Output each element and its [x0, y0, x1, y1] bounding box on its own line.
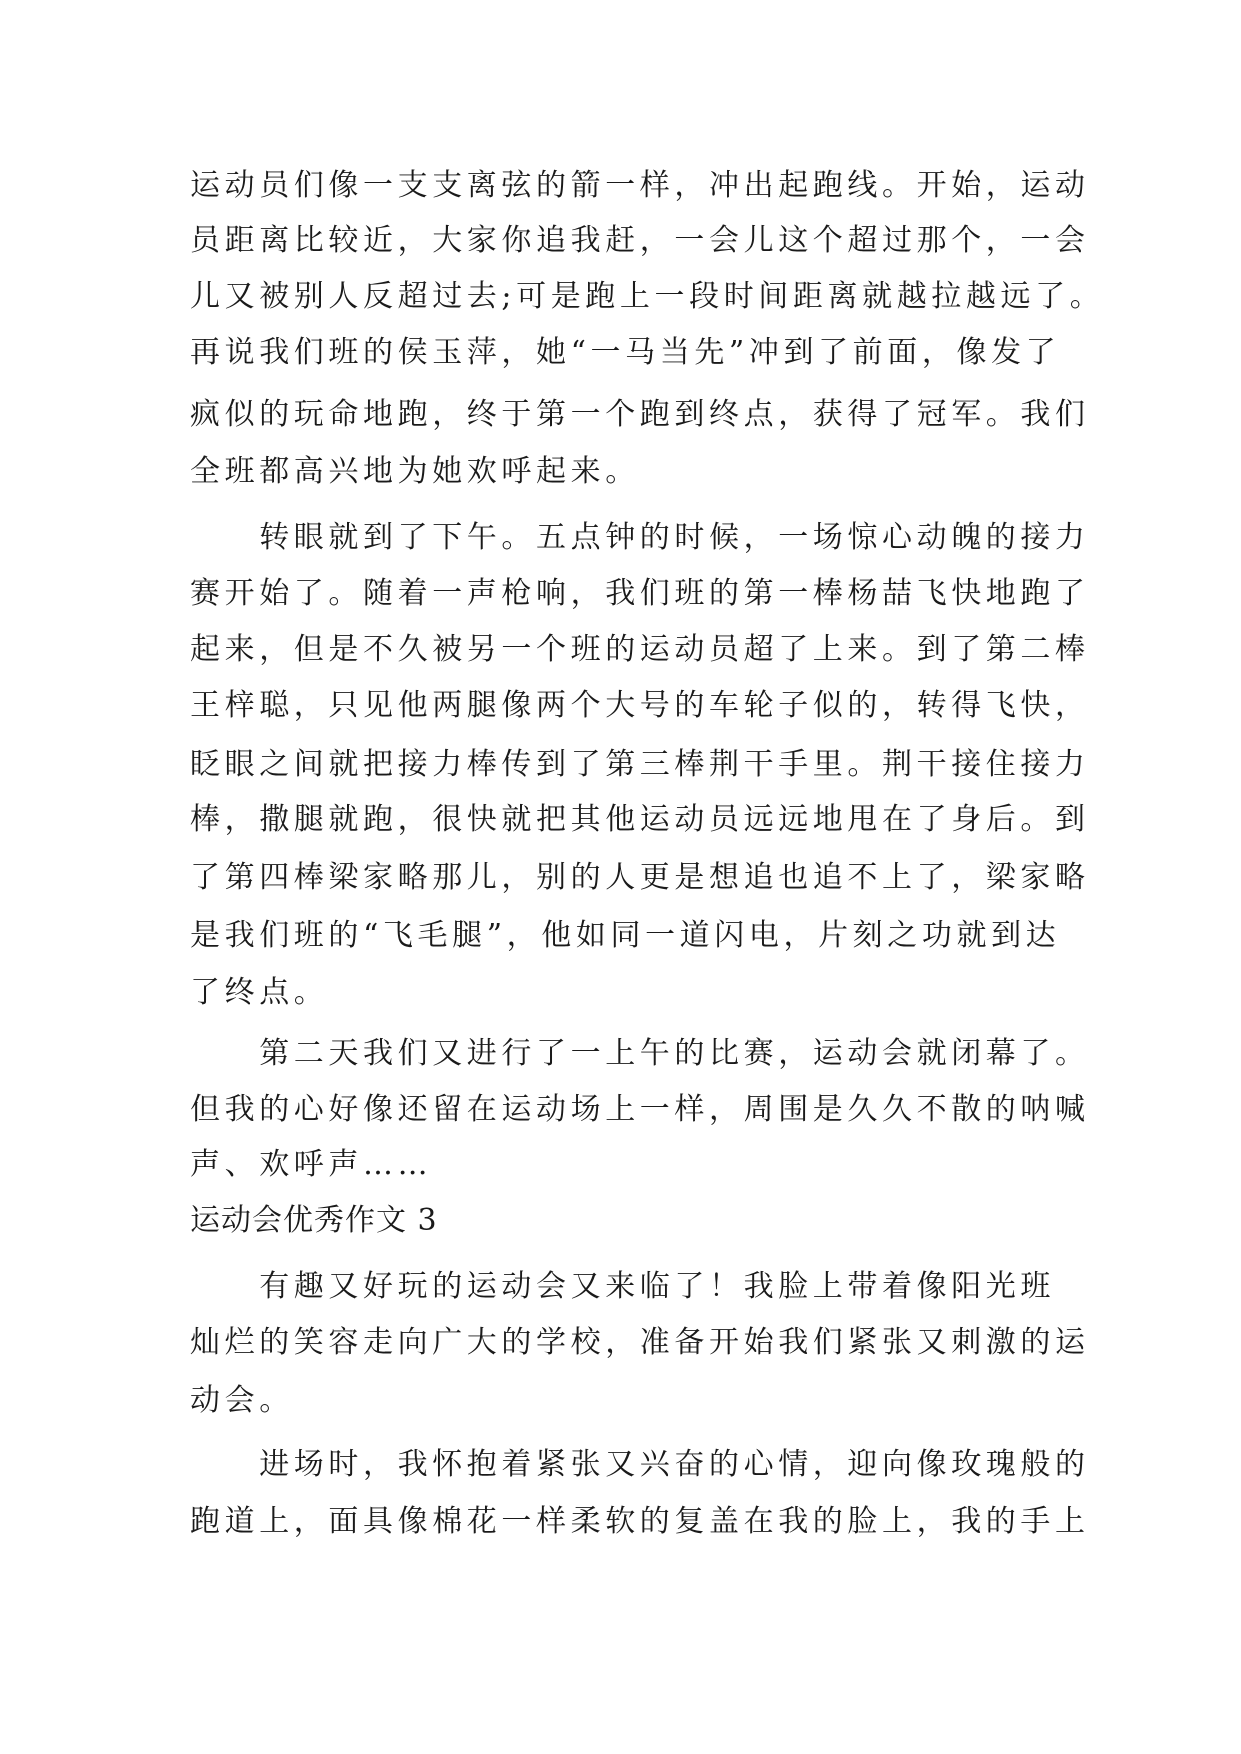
text-line: 有趣又好玩的运动会又来临了！我脸上带着像阳光班	[190, 1269, 1055, 1304]
text-line: 动会。	[190, 1383, 294, 1418]
text-line: 转眼就到了下午。五点钟的时候，一场惊心动魄的接力	[190, 520, 1090, 555]
section-heading: 运动会优秀作文 3	[190, 1203, 438, 1238]
text-line: 灿烂的笑容走向广大的学校，准备开始我们紧张又刺激的运	[190, 1325, 1090, 1360]
text-line: 棒，撒腿就跑，很快就把其他运动员远远地甩在了身后。到	[190, 802, 1090, 837]
text-line: 运动员们像一支支离弦的箭一样，冲出起跑线。开始，运动	[190, 168, 1090, 203]
text-line: 但我的心好像还留在运动场上一样，周围是久久不散的呐喊	[190, 1092, 1090, 1127]
text-line: 全班都高兴地为她欢呼起来。	[190, 454, 640, 489]
text-line: 眨眼之间就把接力棒传到了第三棒荆干手里。荆干接住接力	[190, 747, 1090, 782]
text-line: 跑道上，面具像棉花一样柔软的复盖在我的脸上，我的手上	[190, 1504, 1090, 1539]
text-line: 进场时，我怀抱着紧张又兴奋的心情，迎向像玫瑰般的	[190, 1447, 1090, 1482]
text-line: 是我们班的“飞毛腿”，他如同一道闪电，片刻之功就到达	[190, 918, 1061, 953]
text-line: 疯似的玩命地跑，终于第一个跑到终点，获得了冠军。我们	[190, 397, 1090, 432]
text-line: 再说我们班的侯玉萍，她“一马当先”冲到了前面，像发了	[190, 335, 1061, 370]
text-line: 赛开始了。随着一声枪响，我们班的第一棒杨喆飞快地跑了	[190, 576, 1090, 611]
text-line: 王梓聪，只见他两腿像两个大号的车轮子似的，转得飞快，	[190, 688, 1090, 723]
text-line: 了终点。	[190, 975, 329, 1010]
text-line: 儿又被别人反超过去;可是跑上一段时间距离就越拉越远了。	[190, 279, 1105, 314]
text-line: 声、欢呼声……	[190, 1147, 433, 1182]
text-line: 员距离比较近，大家你追我赶，一会儿这个超过那个，一会	[190, 223, 1090, 258]
text-line: 第二天我们又进行了一上午的比赛，运动会就闭幕了。	[190, 1036, 1090, 1071]
text-line: 起来，但是不久被另一个班的运动员超了上来。到了第二棒	[190, 632, 1090, 667]
text-line: 了第四棒梁家略那儿，别的人更是想追也追不上了，梁家略	[190, 860, 1090, 895]
